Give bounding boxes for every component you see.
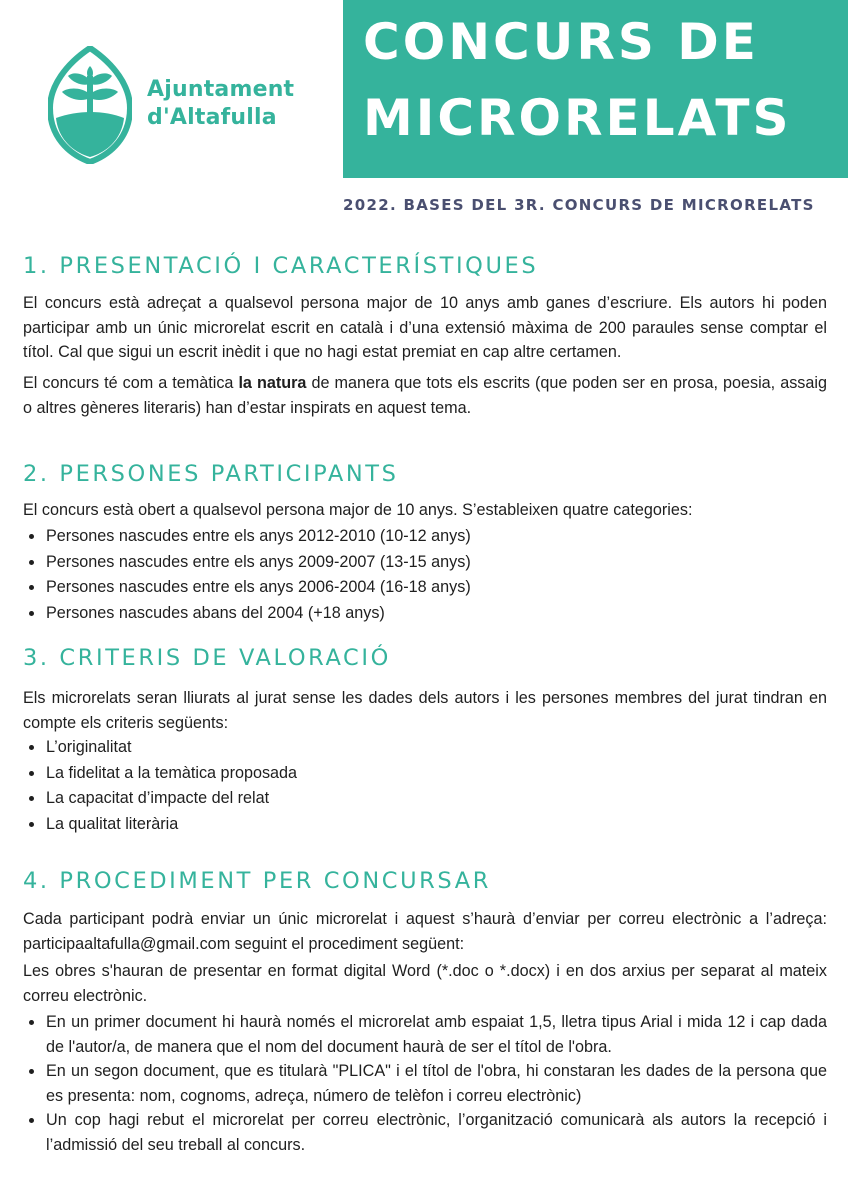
list-item: L’originalitat <box>23 735 827 761</box>
logo-wordmark <box>147 76 294 132</box>
section-1-paragraph-1: El concurs està adreçat a qualsevol persona major de 10 anys amb ganes d’escriure. Els autors hi poden participar amb un únic microrelat escrit en català i d’una extensió màxima de 200 paraules sense comptar el títol. Cal que sigui un escrit inèdit i que no hagi estat premiat en cap altre certamen. <box>23 294 827 361</box>
section-1-text-before: El concurs té com a temàtica <box>23 374 239 392</box>
section-3-intro: Els microrelats seran lliurats al jurat sense les dades dels autors i les persones membres del jurat tindran en compte els criteris següents: <box>23 689 827 732</box>
list-item: Persones nascudes entre els anys 2012-2010 (10-12 anys) <box>23 524 827 550</box>
title-line-2: MICRORELATS <box>363 89 792 147</box>
list-item: Persones nascudes entre els anys 2006-2004 (16-18 anys) <box>23 575 827 601</box>
list-item: Persones nascudes entre els anys 2009-2007 (13-15 anys) <box>23 550 827 576</box>
list-item: Un cop hagi rebut el microrelat per correu electrònic, l’organització comunicarà als autors la recepció i l’admissió del seu treball al concurs. <box>23 1108 827 1157</box>
section-1-text-after: de manera que tots els escrits (que poden ser en prosa, poesia, assaig o altres gèneres literaris) han d’estar inspirats en aquest tema. <box>23 374 827 417</box>
logo-line-1: Ajuntament <box>147 77 295 102</box>
list-item: En un primer document hi haurà només el microrelat amb espaiat 1,5, lletra tipus Arial i mida 12 i cap dada de l'autor/a, de manera que el nom del document haurà de ser el títol de l'obra. <box>23 1010 827 1059</box>
subtitle: 2022. BASES DEL 3R. CONCURS DE MICRORELATS <box>343 196 815 214</box>
logo-line-2: d'Altafulla <box>147 105 277 130</box>
list-item: En un segon document, que es titularà "PLICA" i el títol de l'obra, hi constaran les dades de la persona que es presenta: nom, cognoms, adreça, número de telèfon i correu electrònic) <box>23 1059 827 1108</box>
section-4-list <box>23 1010 827 1157</box>
section-2-heading: 2. PERSONES PARTICIPANTS <box>23 461 399 487</box>
section-2-intro: El concurs està obert a qualsevol persona major de 10 anys. S’estableixen quatre categories: <box>23 501 693 519</box>
section-4-intro: Cada participant podrà enviar un únic microrelat i aquest s’haurà d’enviar per correu electrònic a l’adreça: participaaltafulla@gmail.com seguint el procediment següent: <box>23 910 827 953</box>
ajuntament-logo-icon <box>48 46 132 164</box>
title-line-1: CONCURS DE <box>363 13 759 71</box>
section-3-list <box>23 735 827 837</box>
list-item: La qualitat literària <box>23 812 827 838</box>
section-2-list <box>23 524 827 626</box>
list-item: Persones nascudes abans del 2004 (+18 anys) <box>23 601 827 627</box>
section-1-heading: 1. PRESENTACIÓ I CARACTERÍSTIQUES <box>23 253 539 279</box>
section-4-intro-2: Les obres s'hauran de presentar en format digital Word (*.doc o *.docx) i en dos arxius per separat al mateix correu electrònic. <box>23 962 827 1005</box>
title-banner <box>343 0 848 178</box>
list-item: La fidelitat a la temàtica proposada <box>23 761 827 787</box>
section-1-bold-topic: la natura <box>238 374 307 392</box>
section-3-heading: 3. CRITERIS DE VALORACIÓ <box>23 645 391 671</box>
list-item: La capacitat d’impacte del relat <box>23 786 827 812</box>
section-1-paragraph-2 <box>23 371 827 420</box>
section-4-heading: 4. PROCEDIMENT PER CONCURSAR <box>23 868 491 894</box>
